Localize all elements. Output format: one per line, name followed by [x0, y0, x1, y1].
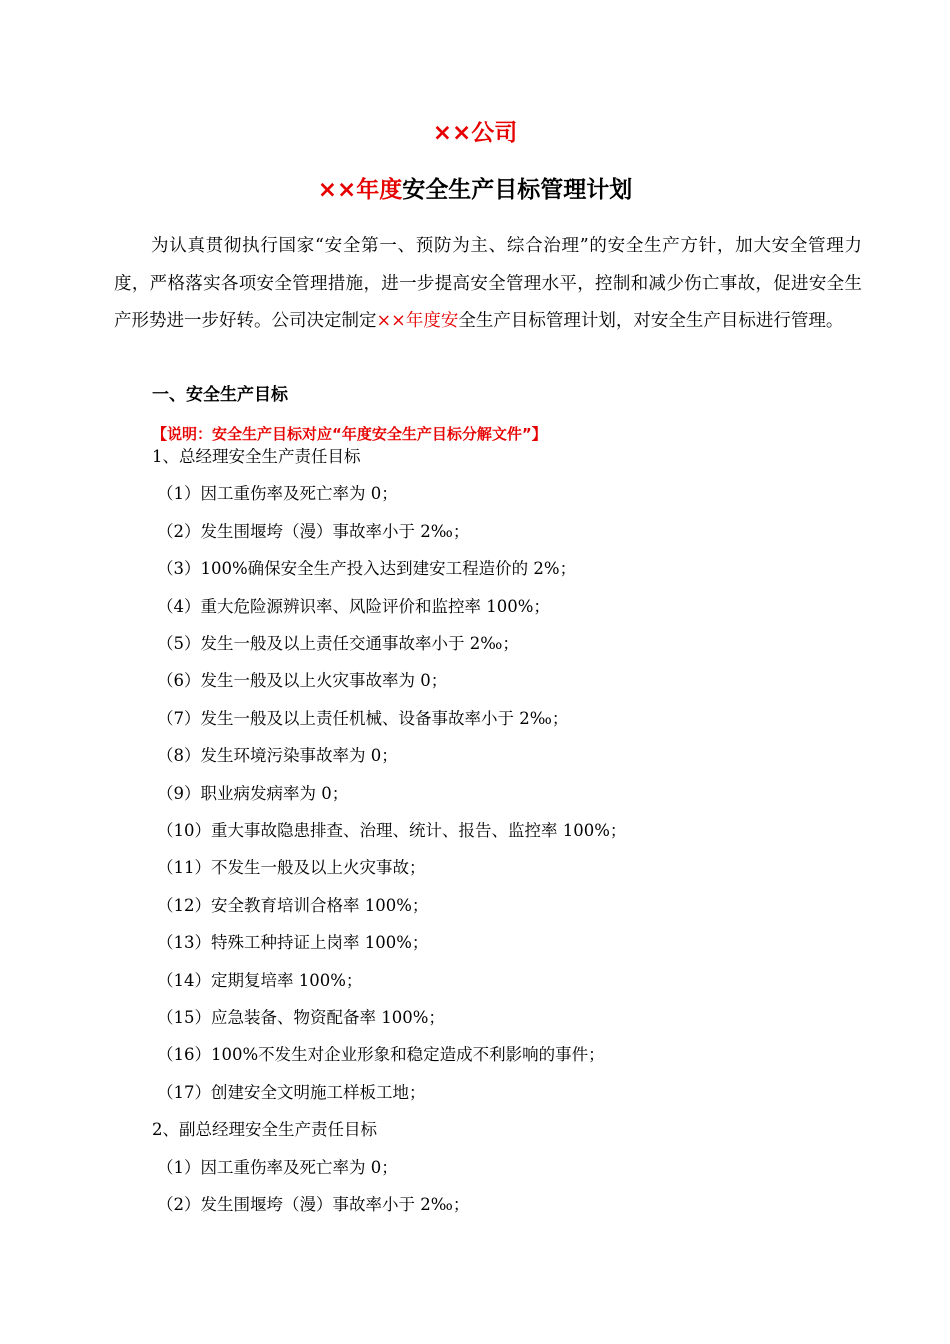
list-item: （7）发生一般及以上责任机械、设备事故率小于 2‰；	[157, 708, 569, 728]
list-item: （11）不发生一般及以上火灾事故；	[157, 858, 426, 878]
list-item: （4）重大危险源辨识率、风险评价和监控率 100%；	[157, 596, 550, 616]
list-item: （3）100%确保安全生产投入达到建安工程造价的 2%；	[157, 559, 577, 579]
list-item: （1）因工重伤率及死亡率为 0；	[157, 484, 398, 504]
list-item: （1）因工重伤率及死亡率为 0；	[157, 1157, 398, 1177]
list-item: （5）发生一般及以上责任交通事故率小于 2‰；	[157, 634, 519, 653]
intro-text-2: 全生产目标管理计划，对安全生产目标进行管理。	[458, 311, 844, 332]
company-name: ××公司	[432, 120, 518, 146]
intro-text-red: ××年度安	[376, 311, 459, 332]
list-item: （15）应急装备、物资配备率 100%；	[157, 1008, 445, 1027]
list-item: （9）职业病发病率为 0；	[157, 783, 349, 803]
list-item: （12）安全教育培训合格率 100%；	[157, 895, 429, 915]
intro-paragraph	[114, 228, 862, 341]
list-item: （10）重大事故隐患排查、治理、统计、报告、监控率 100%；	[157, 821, 627, 840]
title-text: 安全生产目标管理计划	[402, 177, 633, 203]
section-heading: 一、安全生产目标	[152, 385, 288, 405]
list-item: （6）发生一般及以上火灾事故率为 0；	[157, 671, 448, 691]
list-item: （14）定期复培率 100%；	[157, 970, 363, 990]
list-item: （17）创建安全文明施工样板工地；	[157, 1082, 426, 1102]
intro-text-1: 为认真贯彻执行国家“安全第一、预防为主、综合治理”的安全生产方针，加大安全管理力度，严格落实各项安全管理措施，进一步提高安全管理水平，控制和减少伤亡事故，促进安全生产形势进一步好转。公司决定制定	[114, 236, 862, 332]
note-text: 【说明：安全生产目标对应“年度安全生产目标分解文件”】	[152, 425, 547, 443]
subsection-heading: 1、总经理安全生产责任目标	[152, 447, 361, 466]
list-item: （16）100%不发生对企业形象和稳定造成不利影响的事件；	[157, 1045, 605, 1065]
document-title	[0, 173, 950, 207]
list-item: （8）发生环境污染事故率为 0；	[157, 746, 398, 766]
list-item: （2）发生围堰垮（漫）事故率小于 2‰；	[157, 1195, 470, 1214]
title-year: ××年度	[317, 177, 403, 203]
list-item: （13）特殊工种持证上岗率 100%；	[157, 933, 429, 953]
list-item: （2）发生围堰垮（漫）事故率小于 2‰；	[157, 521, 470, 541]
subsection-heading: 2、副总经理安全生产责任目标	[152, 1120, 377, 1140]
